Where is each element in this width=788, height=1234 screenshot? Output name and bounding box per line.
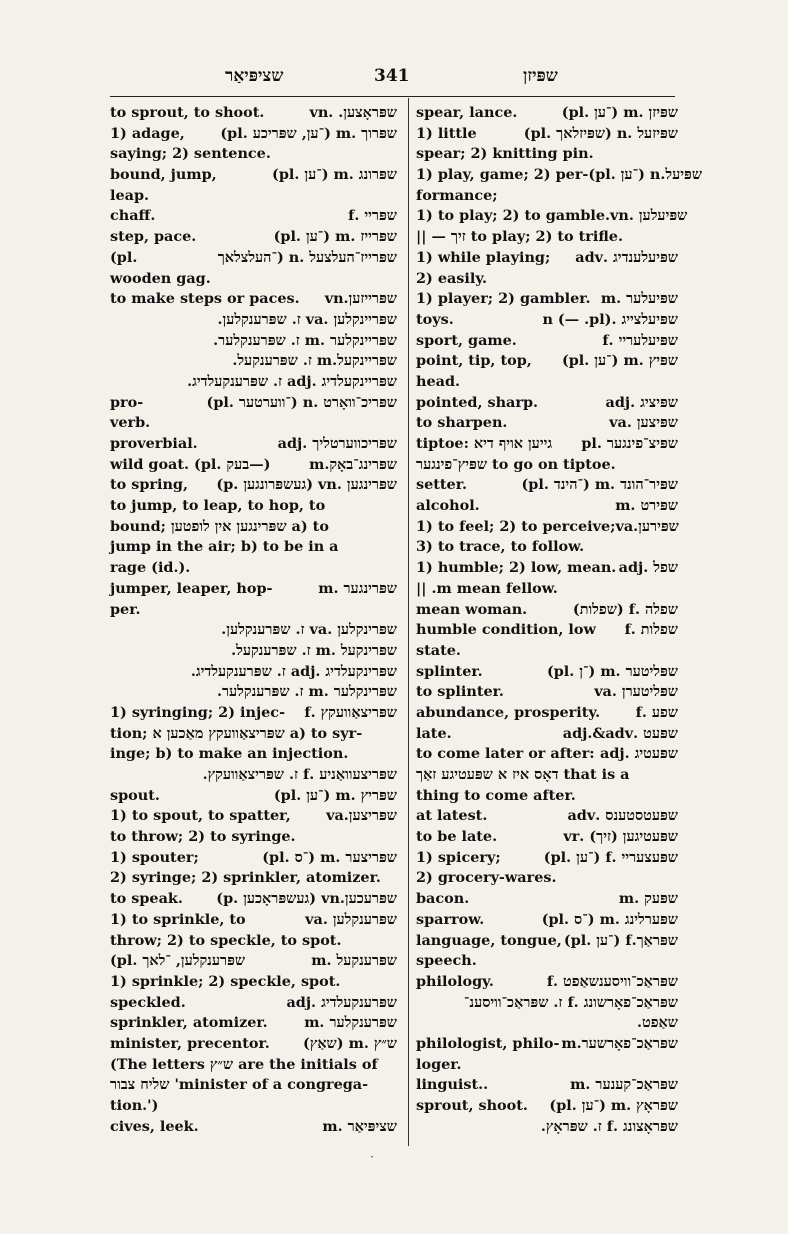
entry-headword: שפּרינקלער .m ז. שפּרענקלער. bbox=[216, 683, 397, 701]
entry-english: pro- bbox=[110, 393, 144, 411]
entry-english: (The letters ש״ץ are the initials of bbox=[110, 1055, 378, 1073]
entry-english: wooden gag. bbox=[110, 269, 211, 287]
entry-line bbox=[416, 496, 678, 517]
entry-headword: שפּרינקלען .va ז. שפּרענקלען. bbox=[221, 621, 397, 639]
entry-line bbox=[110, 1055, 397, 1076]
right-column bbox=[416, 103, 703, 1137]
entry-line bbox=[416, 972, 678, 993]
entry-headword: שפּעטסטענס .adv bbox=[567, 807, 678, 825]
entry-line bbox=[110, 248, 397, 269]
entry-headword: שאַפט. bbox=[637, 1014, 678, 1032]
entry-headword: שפּריצען.va bbox=[326, 807, 397, 825]
entry-english: philology. bbox=[416, 972, 494, 990]
entry-line bbox=[416, 1096, 678, 1117]
entry-english: to be late. bbox=[416, 828, 498, 846]
entry-headword: שפּראַכ־וויסענשאַפט .f bbox=[546, 972, 678, 990]
entry-line bbox=[110, 289, 397, 310]
entry-line bbox=[110, 600, 397, 621]
entry-english: 1) spouter; bbox=[110, 848, 199, 866]
entry-line bbox=[416, 227, 678, 248]
entry-headword: שפּראָצען. .vn bbox=[309, 104, 397, 121]
entry-english: 2) grocery-wares. bbox=[416, 869, 557, 887]
entry-line bbox=[110, 496, 397, 517]
entry-english: 1) while playing; bbox=[416, 248, 551, 266]
entry-headword: שפּריכ־וואָרט .n (־ווערטער .pl) bbox=[206, 393, 397, 411]
entry-english: 1) play, game; 2) per- bbox=[416, 166, 589, 184]
entry-line bbox=[110, 744, 397, 765]
entry-english: to jump, to leap, to hop, to bbox=[110, 497, 326, 515]
entry-line bbox=[416, 806, 678, 827]
entry-line bbox=[416, 248, 678, 269]
entry-headword: שפּריינקלען .va ז. שפּרענקלען. bbox=[217, 310, 397, 328]
entry-headword: שפּרייז־העלצעל .n (־העלצלאך bbox=[217, 248, 397, 266]
entry-headword: שפּראַכ־קענער .m bbox=[570, 1076, 678, 1094]
entry-headword: שפּירט .m bbox=[615, 497, 678, 515]
entry-line bbox=[416, 993, 678, 1014]
entry-line bbox=[416, 662, 678, 683]
entry-english: to splinter. bbox=[416, 683, 504, 701]
entry-english: loger. bbox=[416, 1055, 462, 1073]
entry-headword: שציפּיאַר .m bbox=[322, 1117, 397, 1135]
entry-headword: שפּרענקעל .m bbox=[311, 952, 397, 970]
entry-english: 1) to feel; 2) to perceive; bbox=[416, 517, 616, 535]
entry-headword: שפלות .f bbox=[624, 621, 678, 639]
entry-line bbox=[110, 724, 397, 745]
entry-english: שליח צבור 'minister of a congrega- bbox=[110, 1076, 369, 1094]
entry-english: tion.') bbox=[110, 1097, 159, 1114]
entry-english: to speak. bbox=[110, 890, 183, 908]
entry-line bbox=[416, 206, 688, 227]
entry-english: per. bbox=[110, 600, 141, 618]
entry-line bbox=[110, 993, 397, 1014]
entry-line bbox=[416, 372, 678, 393]
entry-english: 1) spicery; bbox=[416, 848, 501, 866]
entry-english: language, tongue, bbox=[416, 931, 562, 949]
entry-headword: שפּריצעוואַניע .f ז. שפּריצאַוועקץ. bbox=[202, 766, 397, 783]
entry-english: 1) to spout, to spatter, bbox=[110, 807, 291, 825]
entry-line bbox=[416, 144, 678, 165]
entry-english: 1) to play; 2) to gamble. bbox=[416, 207, 611, 225]
entry-headword: שפּיעלעריי .f bbox=[602, 331, 678, 349]
entry-english: || .m mean fellow. bbox=[416, 579, 558, 597]
entry-line bbox=[110, 310, 397, 331]
entry-line bbox=[416, 124, 678, 145]
left-column bbox=[110, 103, 397, 1137]
entry-line bbox=[416, 620, 678, 641]
entry-english: 1) syringing; 2) injec- bbox=[110, 703, 286, 721]
entry-english: 2) easily. bbox=[416, 269, 488, 287]
entry-line bbox=[416, 765, 678, 786]
entry-line bbox=[110, 351, 397, 372]
entry-english: cives, leek. bbox=[110, 1117, 199, 1135]
entry-line bbox=[110, 413, 397, 434]
entry-english: sparrow. bbox=[416, 910, 485, 928]
entry-line bbox=[416, 269, 678, 290]
entry-line bbox=[416, 165, 703, 186]
entry-line bbox=[110, 124, 397, 145]
entry-headword: שפּליטער .m (־ן .pl) bbox=[546, 662, 678, 680]
entry-headword: שפּריץ .m (־ען .pl) bbox=[273, 786, 397, 804]
entry-headword: שפּרינקעלדיג .adj ז. שפּרענקעלדיג. bbox=[190, 662, 397, 680]
entry-english: spear; 2) knitting pin. bbox=[416, 145, 594, 163]
entry-english: (pl. bbox=[110, 248, 138, 266]
entry-line bbox=[110, 393, 397, 414]
entry-line bbox=[416, 682, 678, 703]
entry-line bbox=[110, 1034, 397, 1055]
entry-english: 1) to sprinkle, to bbox=[110, 910, 246, 928]
entry-line bbox=[416, 827, 678, 848]
entry-headword: שפּריינקעל.m ז. שפּרענקעל. bbox=[232, 352, 397, 370]
entry-line bbox=[416, 517, 678, 538]
entry-line bbox=[416, 1055, 678, 1076]
entry-english: head. bbox=[416, 372, 461, 390]
entry-english: bacon. bbox=[416, 890, 470, 908]
entry-line bbox=[416, 951, 678, 972]
entry-english: 1) player; 2) gambler. bbox=[416, 290, 591, 308]
entry-line bbox=[416, 600, 678, 621]
entry-line bbox=[110, 517, 397, 538]
entry-line bbox=[110, 227, 397, 248]
entry-english: minister, precentor. bbox=[110, 1034, 270, 1052]
entry-headword: שפּיזעל .n (שפּיזלאך .pl) bbox=[523, 124, 678, 142]
header-rule bbox=[110, 96, 675, 97]
entry-line bbox=[416, 475, 678, 496]
entry-headword: שפּראַך.f (־ען .pl) bbox=[563, 931, 678, 949]
entry-line bbox=[110, 662, 397, 683]
entry-headword: שפּרייזען.vn bbox=[324, 290, 397, 308]
entry-line bbox=[416, 786, 678, 807]
entry-english: 2) syringe; 2) sprinkler, atomizer. bbox=[110, 869, 381, 887]
entry-headword: שפּראָצונג .f ז. שפּראָץ. bbox=[540, 1117, 678, 1135]
entry-english: setter. bbox=[416, 476, 467, 494]
entry-headword: שפּיעלער .m bbox=[600, 290, 678, 308]
footer-mark: · bbox=[370, 1150, 374, 1164]
entry-line bbox=[110, 475, 397, 496]
entry-english: wild goat. (pl. בעק—) bbox=[110, 455, 271, 473]
entry-line bbox=[416, 1075, 678, 1096]
entry-headword: שפּיצען .va bbox=[609, 414, 678, 432]
entry-headword: שפּירען.va bbox=[615, 517, 679, 535]
entry-english: to sprout, to shoot. bbox=[110, 104, 265, 121]
entry-line bbox=[416, 744, 678, 765]
entry-line bbox=[416, 931, 678, 952]
entry-headword: שפּריינקלער .m ז. שפּרענקלער. bbox=[213, 331, 397, 349]
entry-english: bound; שפּרינגען אין לופטען a) to bbox=[110, 517, 329, 535]
entry-line bbox=[110, 827, 397, 848]
entry-english: at latest. bbox=[416, 807, 488, 825]
entry-headword: שפּיעלצייג .n (— .pl) bbox=[542, 310, 678, 328]
entry-headword: שפּרינגען .vn (געשפּרונגען .p) bbox=[216, 476, 397, 494]
entry-english: 1) sprinkle; 2) speckle, spot. bbox=[110, 972, 341, 990]
entry-english: דאָס איז א שפּעטיגע זאַך that is a bbox=[416, 766, 630, 783]
entry-line bbox=[110, 806, 397, 827]
entry-line bbox=[110, 165, 397, 186]
entry-headword: שפּיעל.n (־ען .pl) bbox=[588, 166, 703, 184]
entry-line bbox=[110, 269, 397, 290]
entry-english: (pl. שפּרענקלען, ־לאך bbox=[110, 952, 246, 970]
entry-headword: ש״ץ .m (שאַץ) bbox=[303, 1034, 397, 1052]
entry-headword: שפּרעכען.vn (געשפּראָכען .p) bbox=[216, 890, 397, 908]
entry-headword: שפּראָץ .m (־ען .pl) bbox=[549, 1097, 678, 1114]
entry-english: inge; b) to make an injection. bbox=[110, 745, 349, 763]
entry-english: tion; שפּריצאַוועקץ מאַכען א a) to syr- bbox=[110, 724, 363, 742]
entry-english: step, pace. bbox=[110, 228, 197, 246]
entry-english: || — זיך to play; 2) to trifle. bbox=[416, 228, 623, 246]
entry-line bbox=[416, 1013, 678, 1034]
entry-line bbox=[110, 765, 397, 786]
entry-line bbox=[110, 951, 397, 972]
entry-headword: שפּיץ .m (־ען .pl) bbox=[561, 352, 678, 370]
entry-english: leap. bbox=[110, 186, 150, 204]
entry-line bbox=[416, 848, 678, 869]
entry-line bbox=[110, 455, 397, 476]
entry-english: bound, jump, bbox=[110, 166, 217, 184]
entry-english: rage (id.). bbox=[110, 559, 191, 577]
entry-line bbox=[416, 434, 678, 455]
entry-headword: שפּיעלענדיג .adv bbox=[575, 248, 678, 266]
entry-headword: שפל .adj bbox=[618, 559, 678, 577]
entry-english: pointed, sharp. bbox=[416, 393, 539, 411]
entry-line bbox=[416, 103, 678, 124]
entry-headword: שפּראַכ־פאָרשער.m bbox=[561, 1034, 678, 1052]
entry-english: point, tip, top, bbox=[416, 352, 532, 370]
column-divider bbox=[408, 98, 409, 1146]
entry-english: 1) humble; 2) low, mean. bbox=[416, 559, 617, 577]
entry-line bbox=[110, 434, 397, 455]
entry-headword: שפּרענקלער .m bbox=[304, 1014, 397, 1032]
entry-english: humble condition, low bbox=[416, 621, 596, 639]
entry-line bbox=[110, 186, 397, 207]
entry-line bbox=[416, 393, 678, 414]
entry-line bbox=[416, 289, 678, 310]
entry-headword: שפּעטיגען (זיך) .vr bbox=[563, 828, 678, 846]
entry-english: throw; 2) to speckle, to spot. bbox=[110, 931, 342, 949]
entry-english: proverbial. bbox=[110, 435, 198, 452]
entry-english: jumper, leaper, hop- bbox=[110, 579, 273, 597]
entry-line bbox=[110, 1117, 397, 1138]
entry-english: saying; 2) sentence. bbox=[110, 145, 271, 163]
entry-headword: שפּריצאַוועקץ .f bbox=[304, 703, 397, 721]
entry-headword: שפּיציג .adj bbox=[605, 393, 678, 411]
entry-english: 1) little bbox=[416, 124, 477, 142]
entry-headword: שפּיזן .m (־ען .pl) bbox=[561, 104, 678, 121]
entry-line bbox=[416, 724, 678, 745]
entry-line bbox=[416, 1117, 678, 1138]
entry-headword: שפּרענקעלדיג .adj bbox=[286, 993, 397, 1011]
entry-headword: שפלה .f (שפלות) bbox=[572, 600, 678, 618]
entry-headword: שפּרונג .m (־ען .pl) bbox=[272, 166, 397, 184]
entry-english: verb. bbox=[110, 414, 151, 432]
entry-english: to sharpen. bbox=[416, 414, 508, 432]
entry-line bbox=[110, 1013, 397, 1034]
entry-line bbox=[110, 1075, 397, 1096]
entry-english: to spring, bbox=[110, 476, 189, 494]
entry-english: sprout, shoot. bbox=[416, 1097, 528, 1114]
entry-headword: שפּעק .m bbox=[618, 890, 678, 908]
entry-line bbox=[110, 558, 397, 579]
entry-english: 3) to trace, to follow. bbox=[416, 538, 585, 556]
entry-headword: שפע .f bbox=[635, 703, 678, 721]
entry-english: שפּיץ־פינגער to go on tiptoe. bbox=[416, 455, 616, 473]
entry-headword: שפּרינגער .m bbox=[318, 579, 397, 597]
entry-line bbox=[110, 144, 397, 165]
entry-english: to throw; 2) to syringe. bbox=[110, 828, 296, 846]
entry-headword: שפּערלינג .m (־ס .pl) bbox=[541, 910, 678, 928]
entry-line bbox=[416, 910, 678, 931]
entry-line bbox=[110, 786, 397, 807]
entry-english: spear, lance. bbox=[416, 104, 518, 121]
entry-line bbox=[110, 972, 397, 993]
entry-line bbox=[416, 703, 678, 724]
entry-headword: שפּרינג־באָק.m bbox=[309, 455, 397, 473]
entry-headword: שפּריכווערטליך .adj bbox=[277, 435, 397, 452]
entry-english: to make steps or paces. bbox=[110, 290, 300, 308]
entry-headword: שפּראַכ־פאָרשונג .f ז. שפּראַכ־וויסענ־ bbox=[463, 993, 678, 1011]
entry-english: to come later or after: bbox=[416, 745, 595, 763]
entry-english: state. bbox=[416, 641, 461, 659]
entry-english: philologist, philo- bbox=[416, 1034, 560, 1052]
entry-english: chaff. bbox=[110, 207, 156, 225]
entry-headword: שפּרענקלען .va bbox=[305, 910, 397, 928]
entry-headword: שפּריי .f bbox=[348, 207, 397, 225]
entry-english: linguist.. bbox=[416, 1076, 489, 1094]
entry-english: thing to come after. bbox=[416, 786, 576, 804]
entry-english: formance; bbox=[416, 186, 498, 204]
entry-english: abundance, prosperity. bbox=[416, 703, 601, 721]
entry-headword: שפּליטערן .va bbox=[594, 683, 678, 701]
entry-english: splinter. bbox=[416, 662, 483, 680]
entry-line bbox=[416, 558, 678, 579]
entry-headword: שפּיעלען .vn bbox=[610, 207, 688, 225]
entry-english: jump in the air; b) to be in a bbox=[110, 538, 339, 556]
entry-line bbox=[110, 579, 397, 600]
entry-headword: שפּריצער .m (־ס .pl) bbox=[262, 848, 397, 866]
entry-headword: שפּרינקעל .m ז. שפּרענקעל. bbox=[231, 641, 397, 659]
entry-line bbox=[416, 310, 678, 331]
entry-line bbox=[110, 103, 397, 124]
entry-line bbox=[110, 848, 397, 869]
entry-english: speckled. bbox=[110, 993, 186, 1011]
entry-english: alcohol. bbox=[416, 497, 480, 515]
right-guideword: שפּיזן bbox=[523, 66, 558, 86]
entry-line bbox=[110, 931, 397, 952]
entry-headword: שפּרוך .m (־ען, שפּריכע .pl) bbox=[220, 124, 397, 142]
entry-line bbox=[416, 537, 678, 558]
entry-line bbox=[110, 537, 397, 558]
entry-line bbox=[110, 620, 397, 641]
entry-line bbox=[110, 1096, 397, 1117]
entry-english: sprinkler, atomizer. bbox=[110, 1014, 268, 1032]
entry-line bbox=[110, 331, 397, 352]
entry-line bbox=[416, 868, 678, 889]
entry-line bbox=[416, 455, 678, 476]
entry-english: 1) adage, bbox=[110, 124, 185, 142]
entry-line bbox=[110, 910, 397, 931]
entry-line bbox=[110, 703, 397, 724]
page-number: 341 bbox=[374, 66, 410, 86]
entry-english: mean woman. bbox=[416, 600, 528, 618]
entry-english: speech. bbox=[416, 952, 477, 970]
entry-english: sport, game. bbox=[416, 331, 517, 349]
entry-line bbox=[110, 206, 397, 227]
entry-line bbox=[110, 641, 397, 662]
left-guideword: שציפּיאַר bbox=[225, 66, 284, 86]
entry-headword: שפּיצ־פינגער .pl bbox=[581, 435, 678, 452]
entry-line bbox=[416, 413, 678, 434]
entry-line bbox=[110, 372, 397, 393]
entry-line bbox=[416, 1034, 678, 1055]
entry-line bbox=[416, 579, 678, 600]
entry-headword: שפּרייז .m (־ען .pl) bbox=[273, 228, 397, 246]
entry-english: toys. bbox=[416, 310, 454, 328]
entry-line bbox=[110, 889, 397, 910]
entry-line bbox=[110, 682, 397, 703]
entry-line bbox=[416, 331, 678, 352]
entry-line bbox=[416, 641, 678, 662]
entry-headword: שפּעצעריי .f (־ען .pl) bbox=[543, 848, 678, 866]
entry-line bbox=[416, 889, 678, 910]
entry-line bbox=[416, 186, 678, 207]
entry-line bbox=[110, 868, 397, 889]
entry-headword: שפּריינקעלדיג .adj ז. שפּרענקעלדיג. bbox=[187, 372, 397, 390]
entry-headword: שפּיר־הונד .m (־הינד .pl) bbox=[521, 476, 678, 494]
entry-headword: שפּעטיג .adj bbox=[600, 745, 678, 763]
entry-english: late. bbox=[416, 724, 452, 742]
entry-english: spout. bbox=[110, 786, 160, 804]
entry-english: tiptoe: גייען אויף דיא bbox=[416, 435, 553, 452]
entry-line bbox=[416, 351, 678, 372]
entry-headword: שפּעט .adj.&adv bbox=[562, 724, 678, 742]
